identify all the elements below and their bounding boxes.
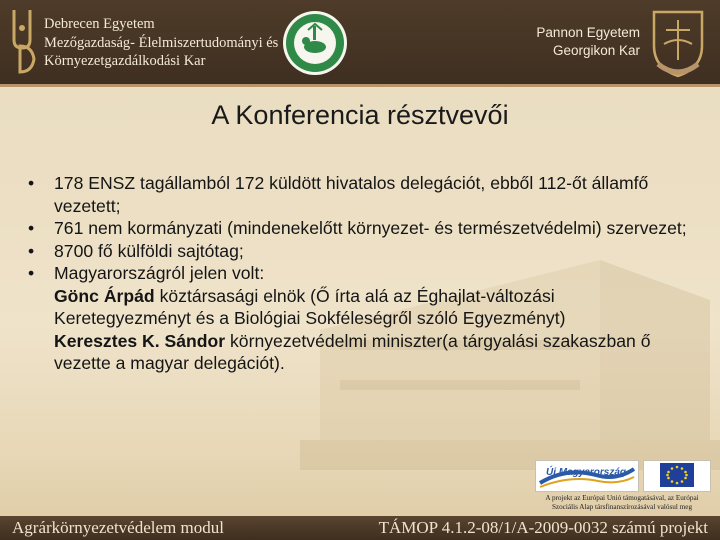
bullet-list [28, 172, 688, 375]
bullet-item [28, 217, 688, 240]
attendee-description: környezetvédelmi miniszter(a tárgyalási szakaszban ő vezette a magyar delegációt). [54, 330, 651, 373]
bullet-text: Magyarországról jelen volt: [54, 263, 265, 283]
bullet-text: 178 ENSZ tagállamból 172 küldött hivatalos delegációt, ebből 112-őt államfő vezetett; [54, 173, 649, 216]
bullet-marker: • [28, 263, 35, 283]
eu-funding-logos [533, 460, 711, 516]
bullet-text: 8700 fő külföldi sajtótag; [54, 240, 244, 261]
header-divider [0, 84, 720, 87]
pannon-faculty-name [512, 24, 640, 60]
bullet-item [28, 172, 688, 217]
institution-line-1: Debrecen Egyetem [44, 16, 155, 32]
bullet-marker: • [28, 173, 35, 193]
faculty-seal-logo [282, 10, 348, 76]
institution-line-2: Mezőgazdaság- Élelmiszertudományi és [44, 34, 279, 51]
uj-magyarorszag-logo [535, 460, 639, 492]
debrecen-university-logo [6, 6, 40, 78]
uj-magyarorszag-text: Új Magyarország [546, 467, 627, 478]
attendee-name: Gönc Árpád [54, 285, 155, 306]
bullet-marker: • [28, 240, 35, 261]
bullet-text: 761 nem kormányzati (mindenekelőtt környezet- és természetvédelmi) szervezet; [54, 218, 687, 238]
debrecen-faculty-name [44, 15, 278, 71]
attendee-entry [28, 330, 688, 375]
institution-line-3: Környezetgazdálkodási Kar [44, 53, 206, 69]
footer-project-id: TÁMOP 4.1.2-08/1/A-2009-0032 számú projekt [378, 518, 708, 537]
header-bar [0, 0, 720, 84]
attendee-entry [28, 285, 688, 330]
eu-flag-logo [643, 460, 711, 492]
footer-module-name: Agrárkörnyezetvédelem modul [12, 518, 224, 537]
footer-bar [0, 516, 720, 540]
bullet-item [28, 240, 688, 263]
eu-funding-caption: A projekt az Európai Unió támogatásával, az Európai Szociális Alap társfinanszírozásával valósul meg [545, 494, 699, 511]
pannon-line-2: Georgikon Kar [552, 43, 640, 58]
pannon-crest-logo [648, 6, 708, 80]
attendee-description: köztársasági elnök (Ő írta alá az Éghajlat-változási Keretegyezményt és a Biológiai Sokféleségről szóló Egyezményt) [54, 285, 566, 328]
slide-title: A Konferencia résztvevői [211, 100, 509, 130]
bullet-item [28, 262, 688, 285]
pannon-line-1: Pannon Egyetem [536, 25, 640, 40]
attendee-name: Keresztes K. Sándor [54, 330, 226, 351]
bullet-marker: • [28, 218, 35, 238]
